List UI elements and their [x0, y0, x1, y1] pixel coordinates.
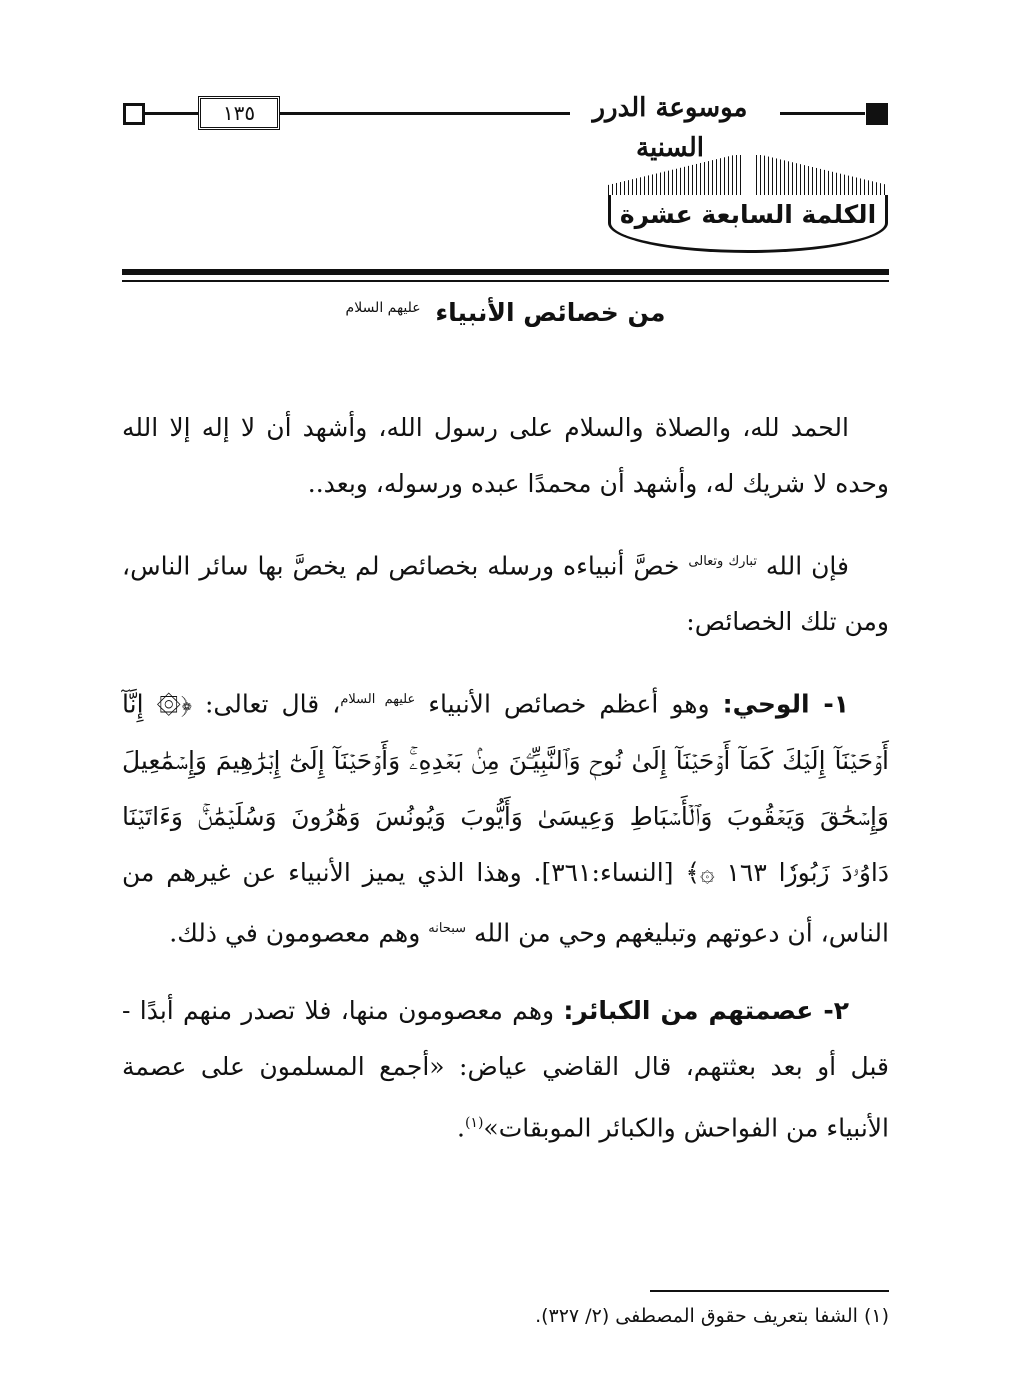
- text: فإن الله: [765, 551, 849, 581]
- text: وهو أعظم خصائص الأنبياء: [428, 689, 710, 719]
- honorific: تبارك وتعالى: [688, 554, 757, 569]
- page-number: ١٣٥: [198, 96, 280, 130]
- text: وهم معصومون منها، فلا تصدر منهم أبدًا - قبل أو بعد بعثتهم، قال القاضي عياض: «أجمع المسلمون على عصمة الأنبياء من الفواحش والكبائر الموبقات»: [122, 995, 889, 1143]
- header-ornament-square-right: [866, 103, 888, 125]
- header-ornament-square-left: [123, 103, 145, 125]
- paragraph-infallibility: [122, 983, 889, 1156]
- title-honorific: عليهم السلام: [345, 299, 421, 316]
- honorific: عليهم السلام: [340, 692, 416, 708]
- text: ، قال تعالى:: [204, 689, 341, 719]
- paragraph-intro: الحمد لله، والصلاة والسلام على رسول الله، وأشهد أن لا إله إلا الله وحده لا شريك له، وأشهد أن محمدًا عبده ورسوله، وبعد..: [122, 413, 889, 498]
- footnote: (١) الشفا بتعريف حقوق المصطفى (٢/ ٣٢٧).: [535, 1305, 889, 1327]
- honorific: سبحانه: [428, 920, 467, 936]
- text: وهم معصومون في ذلك.: [169, 917, 421, 947]
- paragraph-preface: [122, 534, 889, 650]
- header-rule-right: [780, 112, 865, 115]
- section-divider-thin: [122, 280, 889, 282]
- chapter-banner: [608, 155, 888, 260]
- header-rule-middle: [280, 112, 570, 115]
- chapter-label: الكلمة السابعة عشرة: [608, 195, 888, 253]
- verse-reference: [النساء:٣٦١].: [533, 857, 674, 887]
- point-heading: ١- الوحي:: [722, 689, 849, 719]
- text: خصَّ أنبياءه ورسله بخصائص لم يخصَّ بها سائر الناس، ومن تلك الخصائص:: [122, 551, 889, 637]
- quran-verse: ﴿۞ إِنَّآ أَوۡحَيۡنَآ إِلَيۡكَ كَمَآ أَوۡحَيۡنَآ إِلَىٰ نُوحٖ وَٱلنَّبِيِّـۧنَ مِنۢ بَعۡدِهِۦۚ وَأَوۡحَيۡنَآ إِلَىٰٓ إِبۡرَٰهِيمَ وَإِسۡمَٰعِيلَ وَإِسۡحَٰقَ وَيَعۡقُوبَ وَٱلۡأَسۡبَاطِ وَعِيسَىٰ وَأَيُّوبَ وَيُونُسَ وَهَٰرُونَ وَسُلَيۡمَٰنَۚ وَءَاتَيۡنَا دَاوُۥدَ زَبُورٗا ١٦٣ ۞﴾: [122, 689, 889, 887]
- section-divider-thick: [122, 269, 889, 275]
- footnote-divider: [650, 1290, 889, 1292]
- paragraph-revelation: [122, 672, 889, 961]
- series-logo: موسوعة الدرر السنية: [592, 93, 748, 163]
- text: .: [457, 1113, 465, 1143]
- page-title: [122, 298, 889, 327]
- footnote-marker[interactable]: (١): [464, 1114, 484, 1131]
- title-text: من خصائص الأنبياء: [435, 298, 666, 327]
- article-body: [122, 400, 889, 1178]
- header-rule-left: [145, 112, 198, 115]
- point-heading: ٢- عصمتهم من الكبائر:: [563, 995, 849, 1025]
- text: وهذا الذي يميز الأنبياء عن غيرهم من الناس، أن دعوتهم وتبليغهم وحي من الله: [122, 857, 889, 947]
